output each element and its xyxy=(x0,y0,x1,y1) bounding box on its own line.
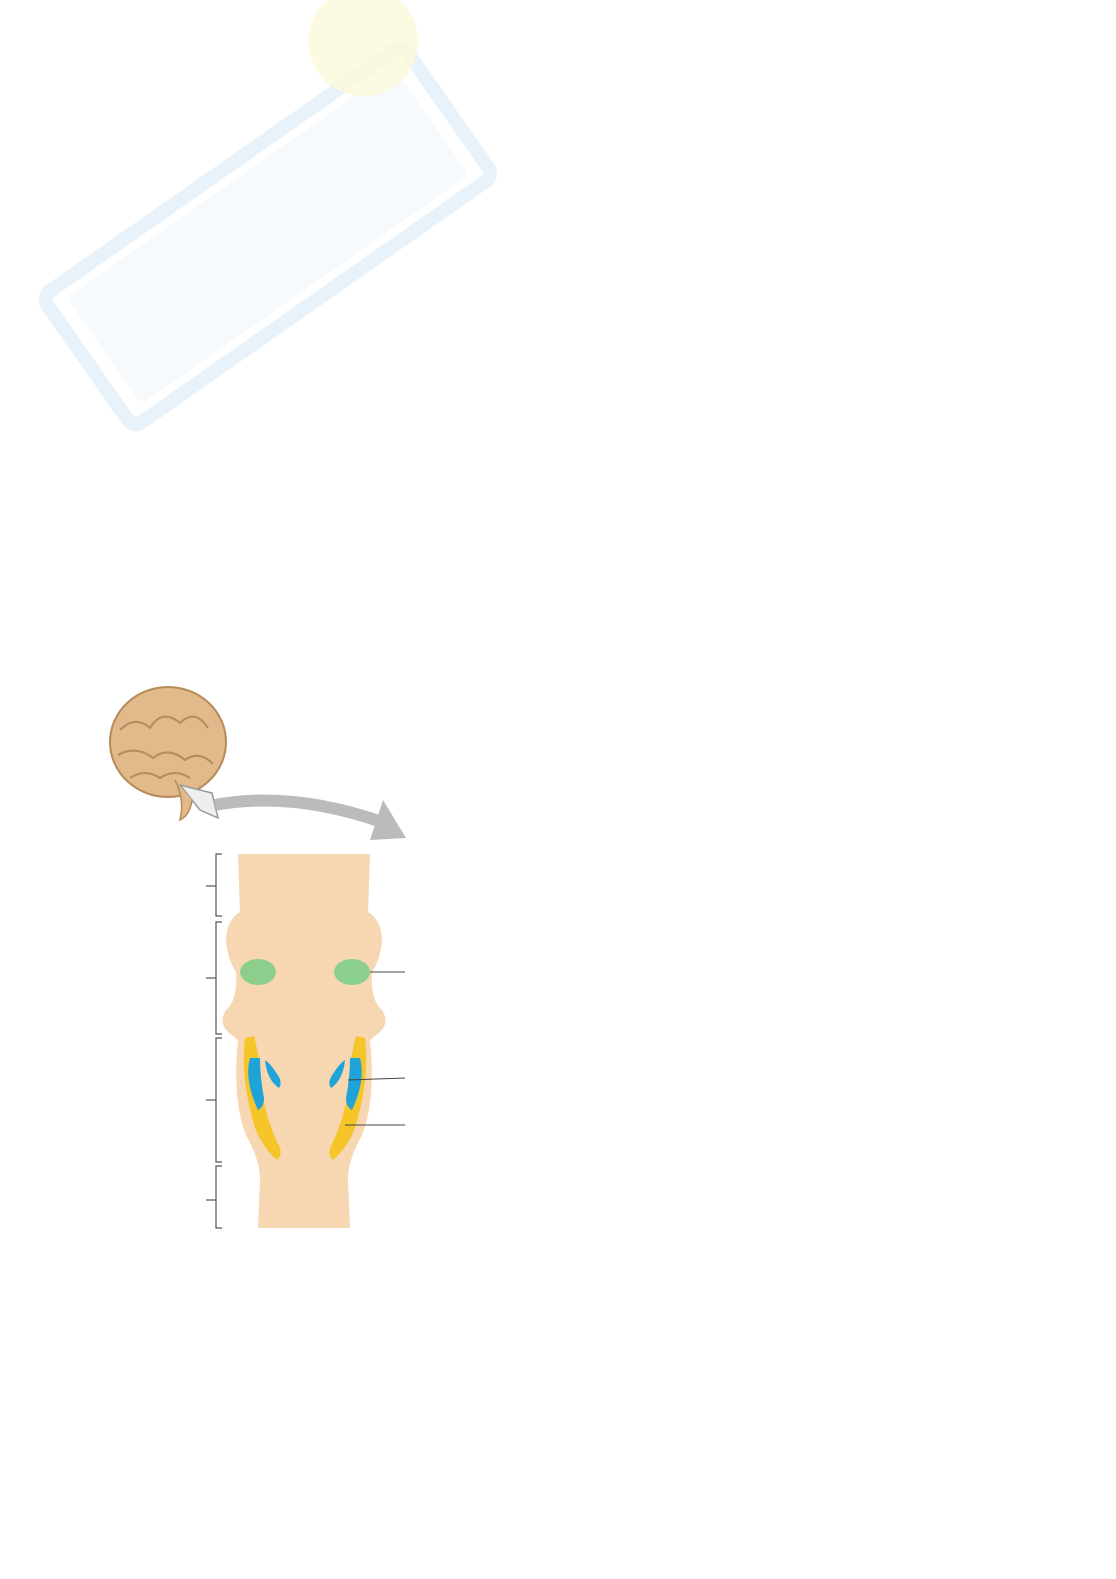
brainstem-figure xyxy=(100,680,510,1240)
arrow-icon xyxy=(215,800,406,840)
watermark-logo xyxy=(0,0,514,428)
prg-left xyxy=(240,959,276,985)
prg-right xyxy=(334,959,370,985)
respiration-chart xyxy=(545,935,1010,1410)
level-brackets xyxy=(206,854,222,1228)
brain-illustration xyxy=(110,687,226,820)
